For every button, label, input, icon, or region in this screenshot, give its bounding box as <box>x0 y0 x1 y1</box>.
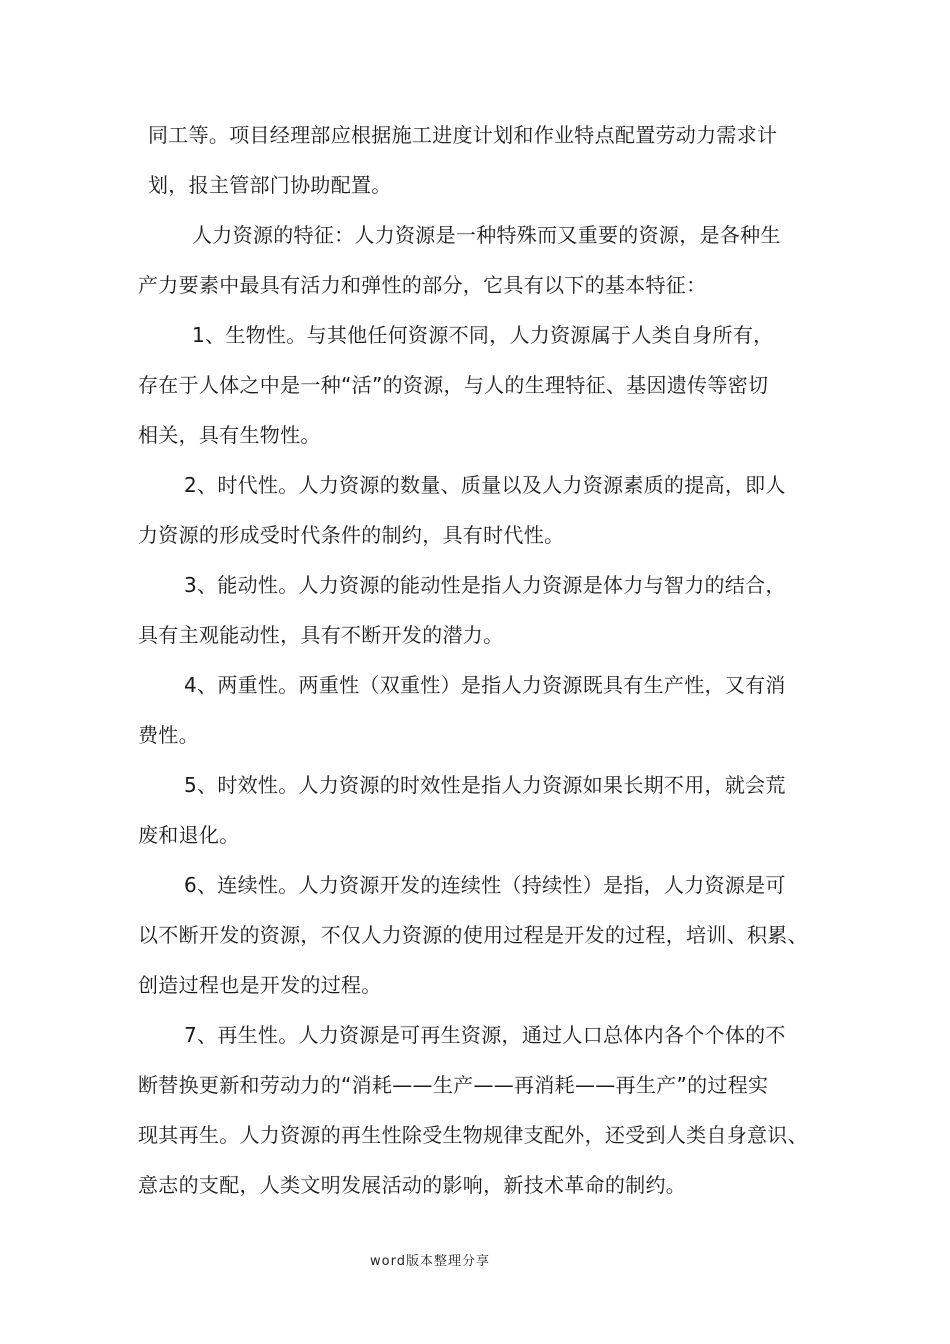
text-line-12: 4、两重性。两重性（双重性）是指人力资源既具有生产性，又有消 <box>184 673 786 697</box>
text-line-1: 同工等。项目经理部应根据施工进度计划和作业特点配置劳动力需求计 <box>148 123 778 147</box>
text-line-6: 存在于人体之中是一种“活”的资源，与人的生理特征、基因遗传等密切 <box>138 373 769 397</box>
text-line-11: 具有主观能动性，具有不断开发的潜力。 <box>138 623 504 647</box>
text-line-20: 断替换更新和劳动力的“消耗——生产——再消耗——再生产”的过程实 <box>138 1073 769 1097</box>
text-line-8: 2、时代性。人力资源的数量、质量以及人力资源素质的提高，即人 <box>184 473 786 497</box>
text-line-22: 意志的支配，人类文明发展活动的影响，新技术革命的制约。 <box>138 1173 687 1197</box>
text-line-17: 以不断开发的资源，不仅人力资源的使用过程是开发的过程，培训、积累、 <box>138 923 808 947</box>
page-footer: word版本整理分享 <box>370 1254 490 1269</box>
text-line-4: 产力要素中最具有活力和弹性的部分，它具有以下的基本特征： <box>138 273 707 297</box>
text-line-13: 费性。 <box>138 723 199 747</box>
text-line-3: 人力资源的特征：人力资源是一种特殊而又重要的资源，是各种生 <box>192 223 781 247</box>
text-line-18: 创造过程也是开发的过程。 <box>138 973 382 997</box>
text-line-2: 划，报主管部门协助配置。 <box>148 173 392 197</box>
text-line-21: 现其再生。人力资源的再生性除受生物规律支配外，还受到人类自身意识、 <box>138 1123 808 1147</box>
text-line-5: 1、生物性。与其他任何资源不同，人力资源属于人类自身所有， <box>192 323 774 347</box>
text-line-16: 6、连续性。人力资源开发的连续性（持续性）是指，人力资源是可 <box>184 873 786 897</box>
text-line-14: 5、时效性。人力资源的时效性是指人力资源如果长期不用，就会荒 <box>184 773 786 797</box>
text-line-19: 7、再生性。人力资源是可再生资源，通过人口总体内各个个体的不 <box>184 1023 786 1047</box>
text-line-7: 相关，具有生物性。 <box>138 423 321 447</box>
text-line-9: 力资源的形成受时代条件的制约，具有时代性。 <box>138 523 565 547</box>
text-line-15: 废和退化。 <box>138 823 240 847</box>
text-line-10: 3、能动性。人力资源的能动性是指人力资源是体力与智力的结合， <box>184 573 786 597</box>
